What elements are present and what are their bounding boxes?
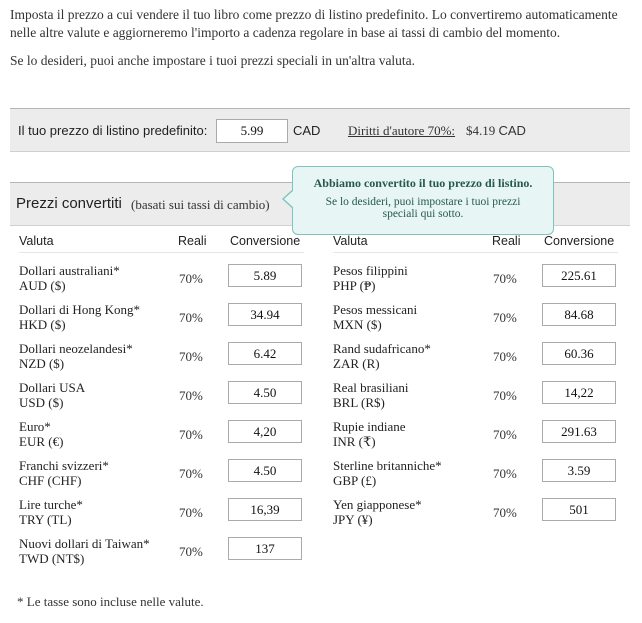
header-reali: Reali [178,234,207,248]
column-header [19,234,319,252]
currency-label: Rand sudafricano* [333,341,431,356]
currency-row [19,263,319,301]
tooltip-title: Abbiamo convertito il tuo prezzo di listino. [313,176,533,190]
conversion-price-input[interactable]: 225.61 [542,264,616,287]
conversion-price-input[interactable]: 34.94 [228,303,302,326]
currency-code: TRY (TL) [19,512,72,527]
currency-name [333,458,442,488]
tooltip-body: Se lo desideri, puoi impostare i tuoi prezzi speciali qui sotto. [325,196,521,220]
royalty-percent: 70% [493,349,517,364]
conversion-price-input[interactable]: 4.50 [228,381,302,404]
currency-code: NZD ($) [19,356,65,371]
royalty-percent: 70% [493,310,517,325]
currency-label: Dollari USA [19,380,86,395]
header-valuta: Valuta [19,234,54,248]
currency-name [333,380,408,410]
currency-code: AUD ($) [19,278,66,293]
currency-name [333,497,422,527]
currency-name [333,419,406,449]
currency-row [19,536,319,574]
list-price-panel [10,108,630,152]
currency-name [333,302,417,332]
currency-row [333,458,633,496]
royalty-percent: 70% [179,349,203,364]
royalty-percent: 70% [179,544,203,559]
currency-name [19,263,120,293]
list-price-input[interactable]: 5.99 [216,119,288,143]
currency-label: Lire turche* [19,497,83,512]
currency-row [19,497,319,535]
currency-code: TWD (NT$) [19,551,85,566]
royalty-percent: 70% [179,310,203,325]
currency-column-right [333,234,633,527]
royalty-percent: 70% [493,271,517,286]
currency-name [19,380,85,410]
currency-row [333,341,633,379]
currency-column-left [19,234,319,566]
conversion-price-input[interactable]: 501 [542,498,616,521]
royalty-percent: 70% [493,466,517,481]
conversion-price-input[interactable]: 291.63 [542,420,616,443]
currency-code: USD ($) [19,395,64,410]
currency-row [333,263,633,301]
conversion-price-input[interactable]: 4.50 [228,459,302,482]
currency-row [333,419,633,457]
currency-code: BRL (R$) [333,395,385,410]
royalty-percent: 70% [179,466,203,481]
currency-row [19,302,319,340]
currency-label: Dollari neozelandesi* [19,341,133,356]
conversion-price-input[interactable]: 137 [228,537,302,560]
conversion-price-input[interactable]: 60.36 [542,342,616,365]
currency-label: Pesos filippini [333,263,408,278]
currency-row [19,380,319,418]
currency-label: Euro* [19,419,51,434]
royalty-percent: 70% [493,505,517,520]
royalty-percent: 70% [493,427,517,442]
currency-code: MXN ($) [333,317,382,332]
currency-name [333,263,408,293]
currency-label: Yen giapponese* [333,497,422,512]
currency-label: Dollari di Hong Kong* [19,302,140,317]
conversion-price-input[interactable]: 6.42 [228,342,302,365]
currency-row [333,497,633,535]
currency-code: ZAR (R) [333,356,380,371]
list-price-currency: CAD [293,123,321,138]
royalty-percent: 70% [179,505,203,520]
currency-row [333,380,633,418]
currency-name [19,497,83,527]
conversion-price-input[interactable]: 14,22 [542,381,616,404]
royalty-value [466,123,526,139]
currency-row [19,419,319,457]
currency-row [333,302,633,340]
currency-name [19,458,109,488]
currency-code: INR (₹) [333,434,376,449]
royalty-percent: 70% [179,271,203,286]
royalty-link[interactable]: Diritti d'autore 70%: [348,123,456,138]
intro-paragraph-2: Se lo desideri, puoi anche impostare i tuoi prezzi speciali in un'altra valuta. [10,53,416,68]
conversion-price-input[interactable]: 5.89 [228,264,302,287]
currency-code: CHF (CHF) [19,473,82,488]
currency-label: Nuovi dollari di Taiwan* [19,536,150,551]
currency-label: Sterline britanniche* [333,458,442,473]
header-conversione: Conversione [230,234,301,248]
header-reali: Reali [492,234,521,248]
currency-code: JPY (¥) [333,512,373,527]
currency-code: EUR (€) [19,434,64,449]
column-header [333,234,633,252]
currency-code: HKD ($) [19,317,66,332]
currency-code: GBP (£) [333,473,377,488]
currency-label: Rupie indiane [333,419,406,434]
currency-name [19,302,140,332]
currency-row [19,341,319,379]
converted-prices-subtitle: (basati sui tassi di cambio) [131,197,270,212]
royalty-amount: $4.19 [466,123,496,138]
currency-name [333,341,431,371]
royalty-currency: CAD [498,123,526,138]
currency-label: Franchi svizzeri* [19,458,109,473]
tax-footnote: * Le tasse sono incluse nelle valute. [17,594,204,609]
royalty-percent: 70% [179,427,203,442]
conversion-price-input[interactable]: 3.59 [542,459,616,482]
currency-row [19,458,319,496]
conversion-tooltip [292,166,554,235]
currency-label: Dollari australiani* [19,263,120,278]
list-price-label: Il tuo prezzo di listino predefinito: [18,123,208,138]
currency-name [19,419,63,449]
conversion-price-input[interactable]: 84.68 [542,303,616,326]
currency-label: Real brasiliani [333,380,409,395]
header-conversione: Conversione [544,234,615,248]
currency-code: PHP (₱) [333,278,376,293]
converted-prices-title: Prezzi convertiti [16,195,122,212]
intro-text [10,6,635,70]
currency-name [19,536,150,566]
currency-name [19,341,133,371]
intro-paragraph-1: Imposta il prezzo a cui vendere il tuo libro come prezzo di listino predefinito. Lo convertiremo automaticamente nelle altre valute e aggiorneremo l'importo a cadenza regolare in base ai tassi di cambio del momento. [10,7,618,40]
royalty-percent: 70% [179,388,203,403]
conversion-price-input[interactable]: 16,39 [228,498,302,521]
header-valuta: Valuta [333,234,368,248]
royalty-percent: 70% [493,388,517,403]
conversion-price-input[interactable]: 4,20 [228,420,302,443]
currency-label: Pesos messicani [333,302,418,317]
